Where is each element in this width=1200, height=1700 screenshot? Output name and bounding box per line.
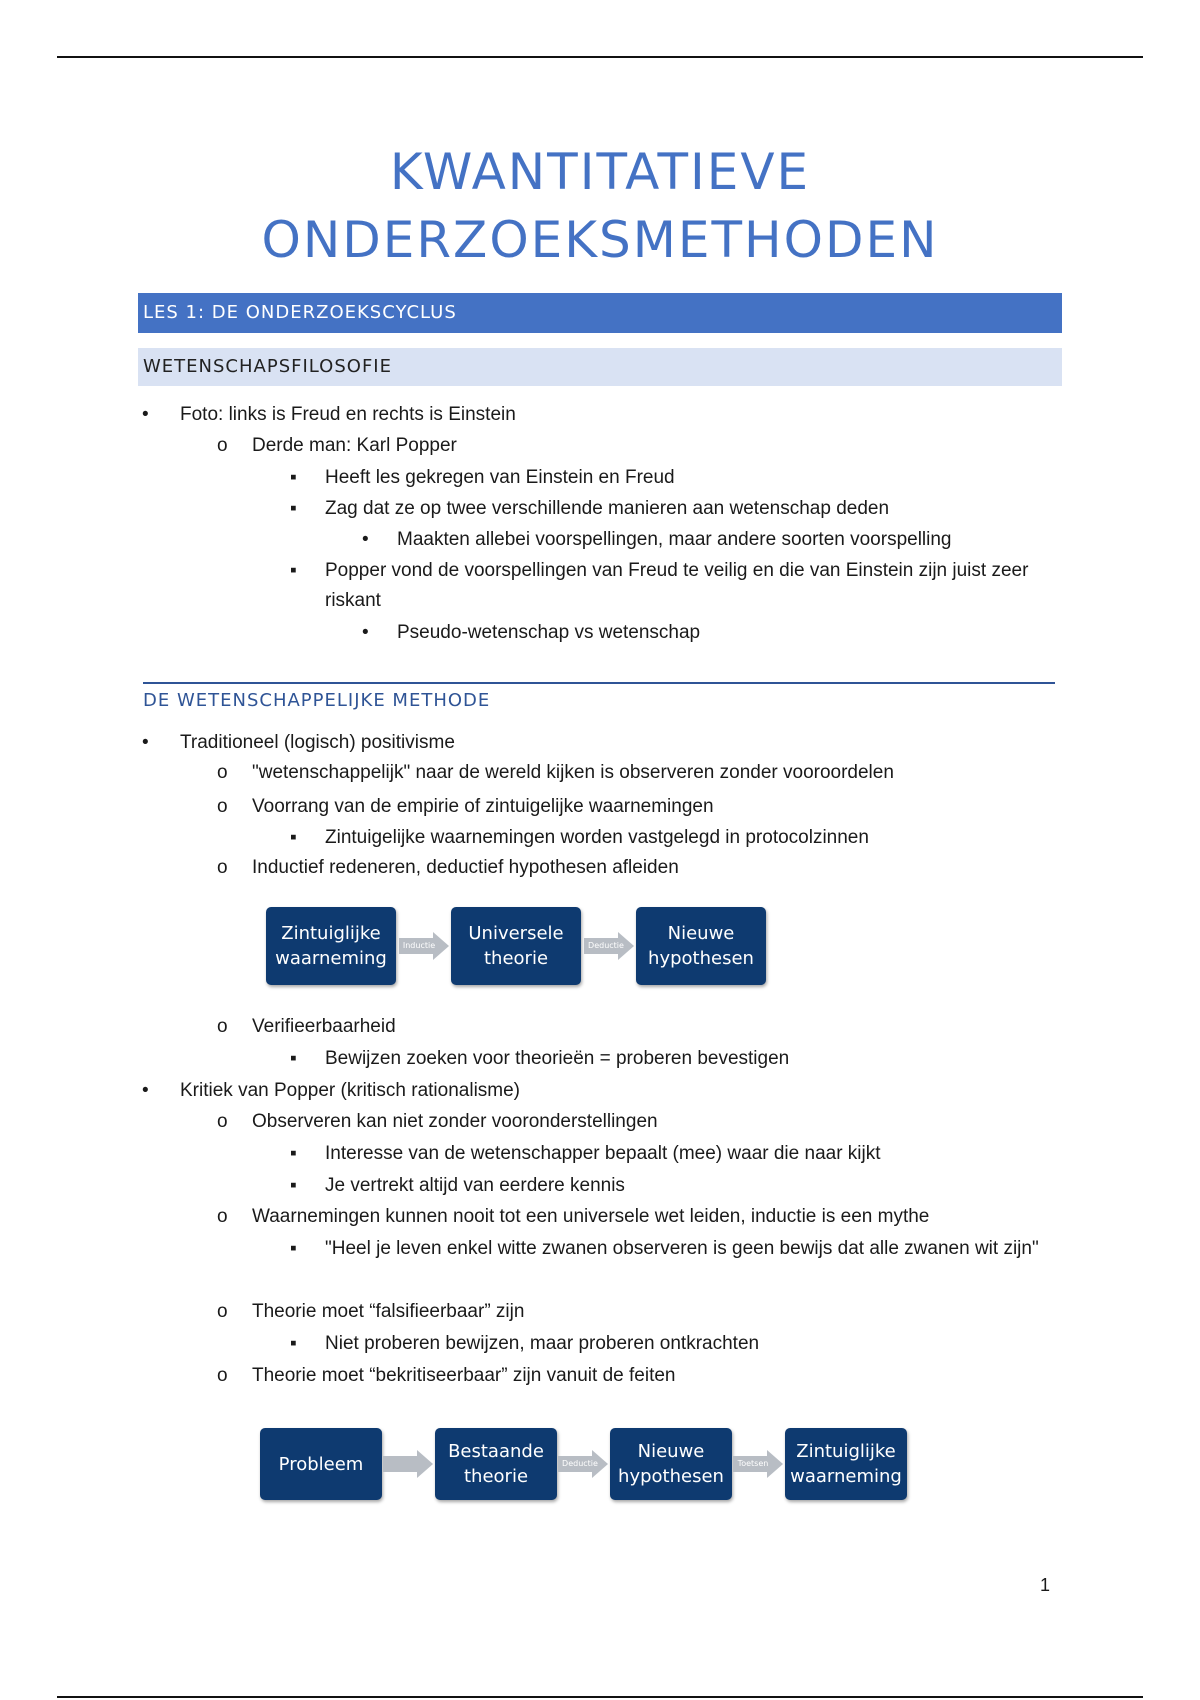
flow-arrow-deductie bbox=[584, 932, 634, 960]
lesson-heading: LES 1: DE ONDERZOEKSCYCLUS bbox=[138, 293, 1062, 333]
bullet-level3: ▪ bbox=[290, 1238, 297, 1259]
bullet-level3: ▪ bbox=[290, 1333, 297, 1354]
flow-box-universele-theorie: Universele theorie bbox=[451, 907, 581, 985]
list-item: Bewijzen zoeken voor theorieën = proberen bevestigen bbox=[325, 1048, 790, 1069]
list-item: Theorie moet “falsifieerbaar” zijn bbox=[252, 1301, 525, 1322]
bullet-level2: o bbox=[217, 1111, 228, 1132]
page-number: 1 bbox=[1040, 1575, 1051, 1595]
title-line-1: KWANTITATIEVE bbox=[389, 143, 811, 201]
bullet-level1: • bbox=[142, 404, 149, 425]
bullet-level2: o bbox=[217, 435, 228, 456]
bullet-level2: o bbox=[217, 857, 228, 878]
flow-box-nieuwe-hypothesen: Nieuwe hypothesen bbox=[636, 907, 766, 985]
bottom-border-line bbox=[57, 1696, 1143, 1698]
section-divider bbox=[143, 682, 1055, 684]
list-item: "wetenschappelijk" naar de wereld kijken is observeren zonder vooroordelen bbox=[252, 762, 894, 783]
bullet-level2: o bbox=[217, 796, 228, 817]
bullet-level3: ▪ bbox=[290, 827, 297, 848]
flow-arrow-deductie bbox=[558, 1450, 608, 1478]
list-item: Kritiek van Popper (kritisch rationalisme) bbox=[180, 1080, 521, 1101]
list-item: Je vertrekt altijd van eerdere kennis bbox=[325, 1175, 625, 1196]
flow-arrow-1 bbox=[383, 1450, 433, 1478]
bullet-level2: o bbox=[217, 1016, 228, 1037]
arrow-label: Toetsen bbox=[737, 1459, 769, 1468]
flow-diagram-positivism bbox=[266, 907, 766, 987]
title-line-2: ONDERZOEKSMETHODEN bbox=[261, 211, 939, 269]
list-item: Voorrang van de empirie of zintuigelijke waarnemingen bbox=[252, 796, 714, 817]
bullet-level2: o bbox=[217, 1206, 228, 1227]
list-item: "Heel je leven enkel witte zwanen observeren is geen bewijs dat alle zwanen wit zijn" bbox=[325, 1238, 1039, 1259]
list-item: Observeren kan niet zonder vooronderstellingen bbox=[252, 1111, 658, 1132]
bullet-level3: ▪ bbox=[290, 560, 297, 581]
bullet-level2: o bbox=[217, 1365, 228, 1386]
list-item: Niet proberen bewijzen, maar proberen ontkrachten bbox=[325, 1333, 760, 1354]
flow-arrow-toetsen bbox=[733, 1450, 783, 1478]
arrow-head bbox=[417, 1450, 433, 1478]
flow-arrow-inductie bbox=[399, 932, 449, 960]
bullet-level1: • bbox=[142, 1080, 149, 1101]
bullet-level1: • bbox=[142, 732, 149, 753]
top-border-line bbox=[57, 56, 1143, 58]
list-item: Popper vond de voorspellingen van Freud te veilig en die van Einstein zijn juist zeer riskant bbox=[325, 560, 1029, 611]
list-item: Pseudo-wetenschap vs wetenschap bbox=[397, 622, 701, 643]
document-title bbox=[0, 138, 1200, 274]
bullet-level3: ▪ bbox=[290, 498, 297, 519]
bullet-level3: ▪ bbox=[290, 467, 297, 488]
flow-box-bestaande-theorie: Bestaande theorie bbox=[435, 1428, 557, 1500]
flow-box-probleem: Probleem bbox=[260, 1428, 382, 1500]
bullet-level3: ▪ bbox=[290, 1048, 297, 1069]
list-item: Maakten allebei voorspellingen, maar andere soorten voorspelling bbox=[397, 529, 952, 550]
list-item: Foto: links is Freud en rechts is Einstein bbox=[180, 404, 516, 425]
bullet-level2: o bbox=[217, 1301, 228, 1322]
list-item: Theorie moet “bekritiseerbaar” zijn vanuit de feiten bbox=[252, 1365, 676, 1386]
flow-box-zintuiglijke-waarneming: Zintuiglijke waarneming bbox=[266, 907, 396, 985]
bullet-level3: ▪ bbox=[290, 1175, 297, 1196]
list-item: Verifieerbaarheid bbox=[252, 1016, 396, 1037]
list-item: Zintuigelijke waarnemingen worden vastgelegd in protocolzinnen bbox=[325, 827, 869, 848]
flow-box-zintuiglijke-waarneming: Zintuiglijke waarneming bbox=[785, 1428, 907, 1500]
list-item: Interesse van de wetenschapper bepaalt (mee) waar die naar kijkt bbox=[325, 1143, 881, 1164]
section-heading-wetenschapsfilosofie: WETENSCHAPSFILOSOFIE bbox=[138, 348, 1062, 386]
list-item: Inductief redeneren, deductief hypothesen afleiden bbox=[252, 857, 679, 878]
bullet-level3: ▪ bbox=[290, 1143, 297, 1164]
list-item: Heeft les gekregen van Einstein en Freud bbox=[325, 467, 675, 488]
list-item: Waarnemingen kunnen nooit tot een universele wet leiden, inductie is een mythe bbox=[252, 1206, 930, 1227]
bullet-level4: • bbox=[362, 622, 369, 643]
flow-box-nieuwe-hypothesen: Nieuwe hypothesen bbox=[610, 1428, 732, 1500]
bullet-level2: o bbox=[217, 762, 228, 783]
flow-diagram-critical-rationalism bbox=[260, 1428, 910, 1502]
list-item: Derde man: Karl Popper bbox=[252, 435, 457, 456]
bullet-level4: • bbox=[362, 529, 369, 550]
list-item: Zag dat ze op twee verschillende manieren aan wetenschap deden bbox=[325, 498, 890, 519]
arrow-shaft bbox=[383, 1456, 419, 1472]
arrow-label: Deductie bbox=[562, 1459, 598, 1468]
arrow-label: Deductie bbox=[588, 941, 624, 950]
list-item: Traditioneel (logisch) positivisme bbox=[180, 732, 455, 753]
arrow-label: Inductie bbox=[402, 941, 436, 950]
section-heading-wetenschappelijke-methode: DE WETENSCHAPPELIJKE METHODE bbox=[143, 690, 491, 711]
